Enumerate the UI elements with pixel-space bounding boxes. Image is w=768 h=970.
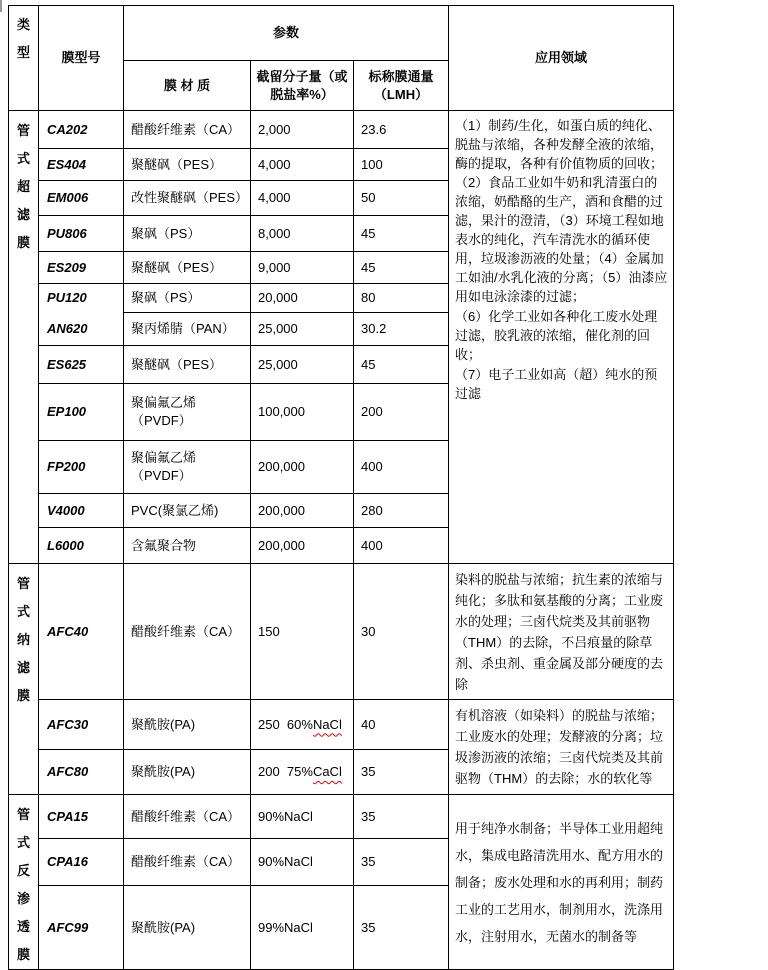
cell-flux: 30.2 xyxy=(354,313,449,346)
cell-material: 醋酸纤维素（CA） xyxy=(124,111,251,149)
cell-model: CPA15 xyxy=(39,795,124,839)
application-nf-afc40: 染料的脱盐与浓缩；抗生素的浓缩与纯化；多肽和氨基酸的分离；工业废水的处理；三卤代烷类及其前驱物（THM）的去除，不吕痕量的除草剂、杀虫剂、重金属及部分硬度的去除 xyxy=(449,564,674,700)
header-type-label: 类型 xyxy=(16,17,30,60)
cell-mwco: 90%NaCl xyxy=(251,795,354,839)
cell-model: V4000 xyxy=(39,494,124,528)
cell-flux: 45 xyxy=(354,252,449,284)
cell-model: FP200 xyxy=(39,441,124,494)
table-row xyxy=(9,795,674,839)
cell-mwco xyxy=(251,750,354,795)
cell-material: 改性聚醚砜（PES） xyxy=(124,181,251,216)
material-line1: 聚偏氟乙烯 xyxy=(131,395,197,410)
application-ro: 用于纯净水制备；半导体工业用超纯水，集成电路清洗用水、配方用水的制备；废水处理和水的再利用；制药工业的工艺用水，制剂用水，洗涤用水，注射用水，无菌水的制备等 xyxy=(449,795,674,970)
cell-material: 聚醚砜（PES） xyxy=(124,149,251,181)
cell-mwco: 25,000 xyxy=(251,313,354,346)
mwco-value: 250 60% xyxy=(258,716,313,732)
cell-material: 聚丙烯腈（PAN） xyxy=(124,313,251,346)
cell-material: 聚酰胺(PA) xyxy=(124,700,251,750)
cell-flux: 400 xyxy=(354,528,449,564)
cell-material: 聚砜（PS） xyxy=(124,216,251,252)
cell-mwco: 200,000 xyxy=(251,441,354,494)
cell-mwco: 2,000 xyxy=(251,111,354,149)
cell-model: EP100 xyxy=(39,384,124,441)
header-material: 膜 材 质 xyxy=(124,61,251,111)
table-row xyxy=(9,564,674,700)
cell-flux: 100 xyxy=(354,149,449,181)
application-nf-afc30-80: 有机溶液（如染料）的脱盐与浓缩；工业废水的处理；发酵液的分离；垃圾渗沥液的浓缩；三卤代烷类及其前驱物（THM）的去除；水的软化等 xyxy=(449,700,674,795)
header-type xyxy=(9,6,39,111)
cell-mwco: 9,000 xyxy=(251,252,354,284)
header-mwco xyxy=(251,61,354,111)
material-line1: 聚偏氟乙烯 xyxy=(131,450,197,465)
cell-material: 醋酸纤维素（CA） xyxy=(124,564,251,700)
cell-mwco: 200,000 xyxy=(251,494,354,528)
cell-model: PU806 xyxy=(39,216,124,252)
cell-mwco: 90%NaCl xyxy=(251,839,354,886)
cell-model: ES209 xyxy=(39,252,124,284)
cell-model: AFC99 xyxy=(39,886,124,970)
application-paragraph: （7）电子工业如高（超）纯水的预过滤 xyxy=(455,367,658,401)
cell-mwco: 25,000 xyxy=(251,346,354,384)
cell-flux: 50 xyxy=(354,181,449,216)
mwco-value: 200 75% xyxy=(258,764,313,779)
section-uf-type-label: 管式超滤膜 xyxy=(16,123,30,250)
cell-mwco: 100,000 xyxy=(251,384,354,441)
header-mwco-line2: 脱盐率%） xyxy=(270,86,334,102)
cell-model: AFC80 xyxy=(39,750,124,795)
header-mwco-line1: 截留分子量（或 xyxy=(256,68,348,84)
cell-flux: 400 xyxy=(354,441,449,494)
cell-material: 聚砜（PS） xyxy=(124,284,251,313)
header-params: 参数 xyxy=(124,6,449,61)
section-ro-type-label: 管式反渗透膜 xyxy=(16,807,30,962)
cell-material: 聚醚砜（PES） xyxy=(124,346,251,384)
cell-model: EM006 xyxy=(39,181,124,216)
cell-material: PVC(聚氯乙烯) xyxy=(124,494,251,528)
cell-model: PU120 xyxy=(39,284,124,313)
cell-model: AN620 xyxy=(39,313,124,346)
cell-mwco: 150 xyxy=(251,564,354,700)
cell-flux: 45 xyxy=(354,346,449,384)
section-uf-type-cell xyxy=(9,111,39,564)
header-flux-line2: （LMH） xyxy=(373,86,429,102)
section-ro-type-cell xyxy=(9,795,39,970)
cell-model: AFC40 xyxy=(39,564,124,700)
cell-mwco: 20,000 xyxy=(251,284,354,313)
cell-mwco: 4,000 xyxy=(251,181,354,216)
screenshot-edge-artifact xyxy=(0,0,2,12)
cell-material: 聚酰胺(PA) xyxy=(124,750,251,795)
application-paragraph: （6）化学工业如各种化工废水处理过滤，胶乳液的浓缩，催化剂的回收； xyxy=(455,309,658,362)
cell-mwco: 200,000 xyxy=(251,528,354,564)
cell-material: 含氟聚合物 xyxy=(124,528,251,564)
table-row xyxy=(9,700,674,750)
header-application: 应用领域 xyxy=(449,6,674,111)
cell-model: CPA16 xyxy=(39,839,124,886)
header-model: 膜型号 xyxy=(39,6,124,111)
application-uf xyxy=(449,111,674,564)
application-paragraph: （1）制药/生化，如蛋白质的纯化、脱盐与浓缩，各种发酵全液的浓缩，酶的提取，各种有价值物质的回收；（2）食品工业如牛奶和乳清蛋白的浓缩，奶酷酪的生产，酒和食醋的过滤，果汁的澄清，（3）环境工程如地表水的纯化，汽车清洗水的循环使用，垃圾渗沥液的处量；（4）金属加工如油/水乳化液的分离；（5）油漆应用如电泳涂漆的过滤； xyxy=(455,118,668,304)
mwco-chemical-misspell: CaCl xyxy=(312,764,342,779)
header-flux xyxy=(354,61,449,111)
cell-model: ES625 xyxy=(39,346,124,384)
cell-flux: 200 xyxy=(354,384,449,441)
table-row xyxy=(9,111,674,149)
cell-model: ES404 xyxy=(39,149,124,181)
cell-material xyxy=(124,441,251,494)
material-line2: （PVDF） xyxy=(131,413,192,428)
cell-flux: 35 xyxy=(354,886,449,970)
cell-flux: 280 xyxy=(354,494,449,528)
cell-mwco xyxy=(251,700,354,750)
cell-material: 醋酸纤维素（CA） xyxy=(124,839,251,886)
cell-material: 聚酰胺(PA) xyxy=(124,886,251,970)
section-nf-type-label: 管式纳滤膜 xyxy=(16,576,30,703)
cell-flux: 35 xyxy=(354,795,449,839)
cell-mwco: 4,000 xyxy=(251,149,354,181)
cell-mwco: 99%NaCl xyxy=(251,886,354,970)
cell-flux: 45 xyxy=(354,216,449,252)
header-row-1 xyxy=(9,6,674,61)
cell-flux: 40 xyxy=(354,700,449,750)
membrane-spec-table xyxy=(8,5,674,970)
cell-flux: 35 xyxy=(354,750,449,795)
header-flux-line1: 标称膜通量 xyxy=(368,68,434,84)
cell-model: AFC30 xyxy=(39,700,124,750)
cell-mwco: 8,000 xyxy=(251,216,354,252)
cell-flux: 30 xyxy=(354,564,449,700)
cell-material: 聚醚砜（PES） xyxy=(124,252,251,284)
cell-material: 醋酸纤维素（CA） xyxy=(124,795,251,839)
mwco-chemical-misspell: NaCl xyxy=(312,716,342,732)
material-line2: （PVDF） xyxy=(131,468,192,483)
cell-model: L6000 xyxy=(39,528,124,564)
cell-flux: 23.6 xyxy=(354,111,449,149)
section-nf-type-cell xyxy=(9,564,39,795)
cell-flux: 80 xyxy=(354,284,449,313)
cell-material xyxy=(124,384,251,441)
cell-model: CA202 xyxy=(39,111,124,149)
cell-flux: 35 xyxy=(354,839,449,886)
